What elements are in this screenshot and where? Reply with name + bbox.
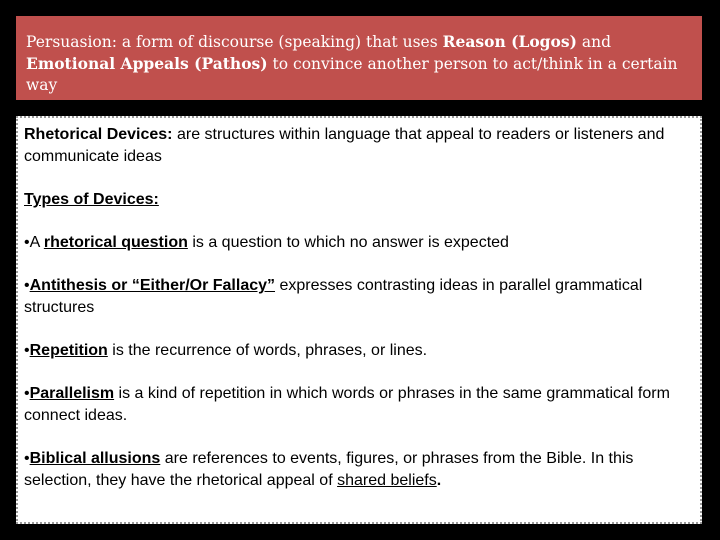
device-end: .	[436, 472, 442, 489]
device-item	[24, 448, 694, 492]
device-term: rhetorical question	[43, 234, 188, 251]
device-text: is the recurrence of words, phrases, or lines.	[107, 342, 428, 359]
device-text: is a question to which no answer is expected	[187, 234, 509, 251]
device-item	[24, 383, 694, 427]
bullet-icon: •	[24, 234, 30, 251]
device-text: is a kind of repetition in which words or phrases in the same grammatical form connect ideas.	[24, 385, 670, 424]
title-banner	[16, 16, 702, 100]
banner-emotional: Emotional Appeals (Pathos)	[26, 54, 268, 73]
content-panel	[16, 116, 702, 524]
definition-term: Rhetorical Devices:	[24, 126, 173, 143]
definition-paragraph	[24, 124, 694, 168]
device-item	[24, 232, 694, 254]
banner-text-2: and	[576, 33, 611, 51]
device-extra: shared beliefs	[337, 472, 437, 489]
device-term: Antithesis or “Either/Or Fallacy”	[29, 277, 276, 294]
definition-text: are structures within language that appeal to readers or listeners and communicate ideas	[24, 126, 665, 165]
device-item	[24, 275, 694, 319]
bullet-icon: •	[24, 385, 30, 402]
device-term: Biblical allusions	[29, 450, 161, 467]
types-heading: Types of Devices:	[24, 191, 159, 208]
device-term: Repetition	[29, 342, 108, 359]
bullet-icon: •	[24, 277, 30, 294]
device-text: are references to events, figures, or phrases from the Bible. In this selection, they have the rhetorical appeal of	[24, 450, 634, 489]
device-term: Parallelism	[29, 385, 115, 402]
bullet-icon: •	[24, 450, 30, 467]
bullet-icon: •	[24, 342, 30, 359]
banner-reason: Reason (Logos)	[442, 32, 577, 51]
device-text: expresses contrasting ideas in parallel grammatical structures	[24, 277, 643, 316]
banner-text-1: Persuasion: a form of discourse (speaking) that uses	[26, 33, 443, 51]
banner-text-3: to convince another person to act/think in a certain way	[26, 55, 678, 94]
device-item	[24, 340, 694, 362]
types-heading-paragraph	[24, 189, 694, 211]
device-pre: A	[29, 234, 44, 251]
